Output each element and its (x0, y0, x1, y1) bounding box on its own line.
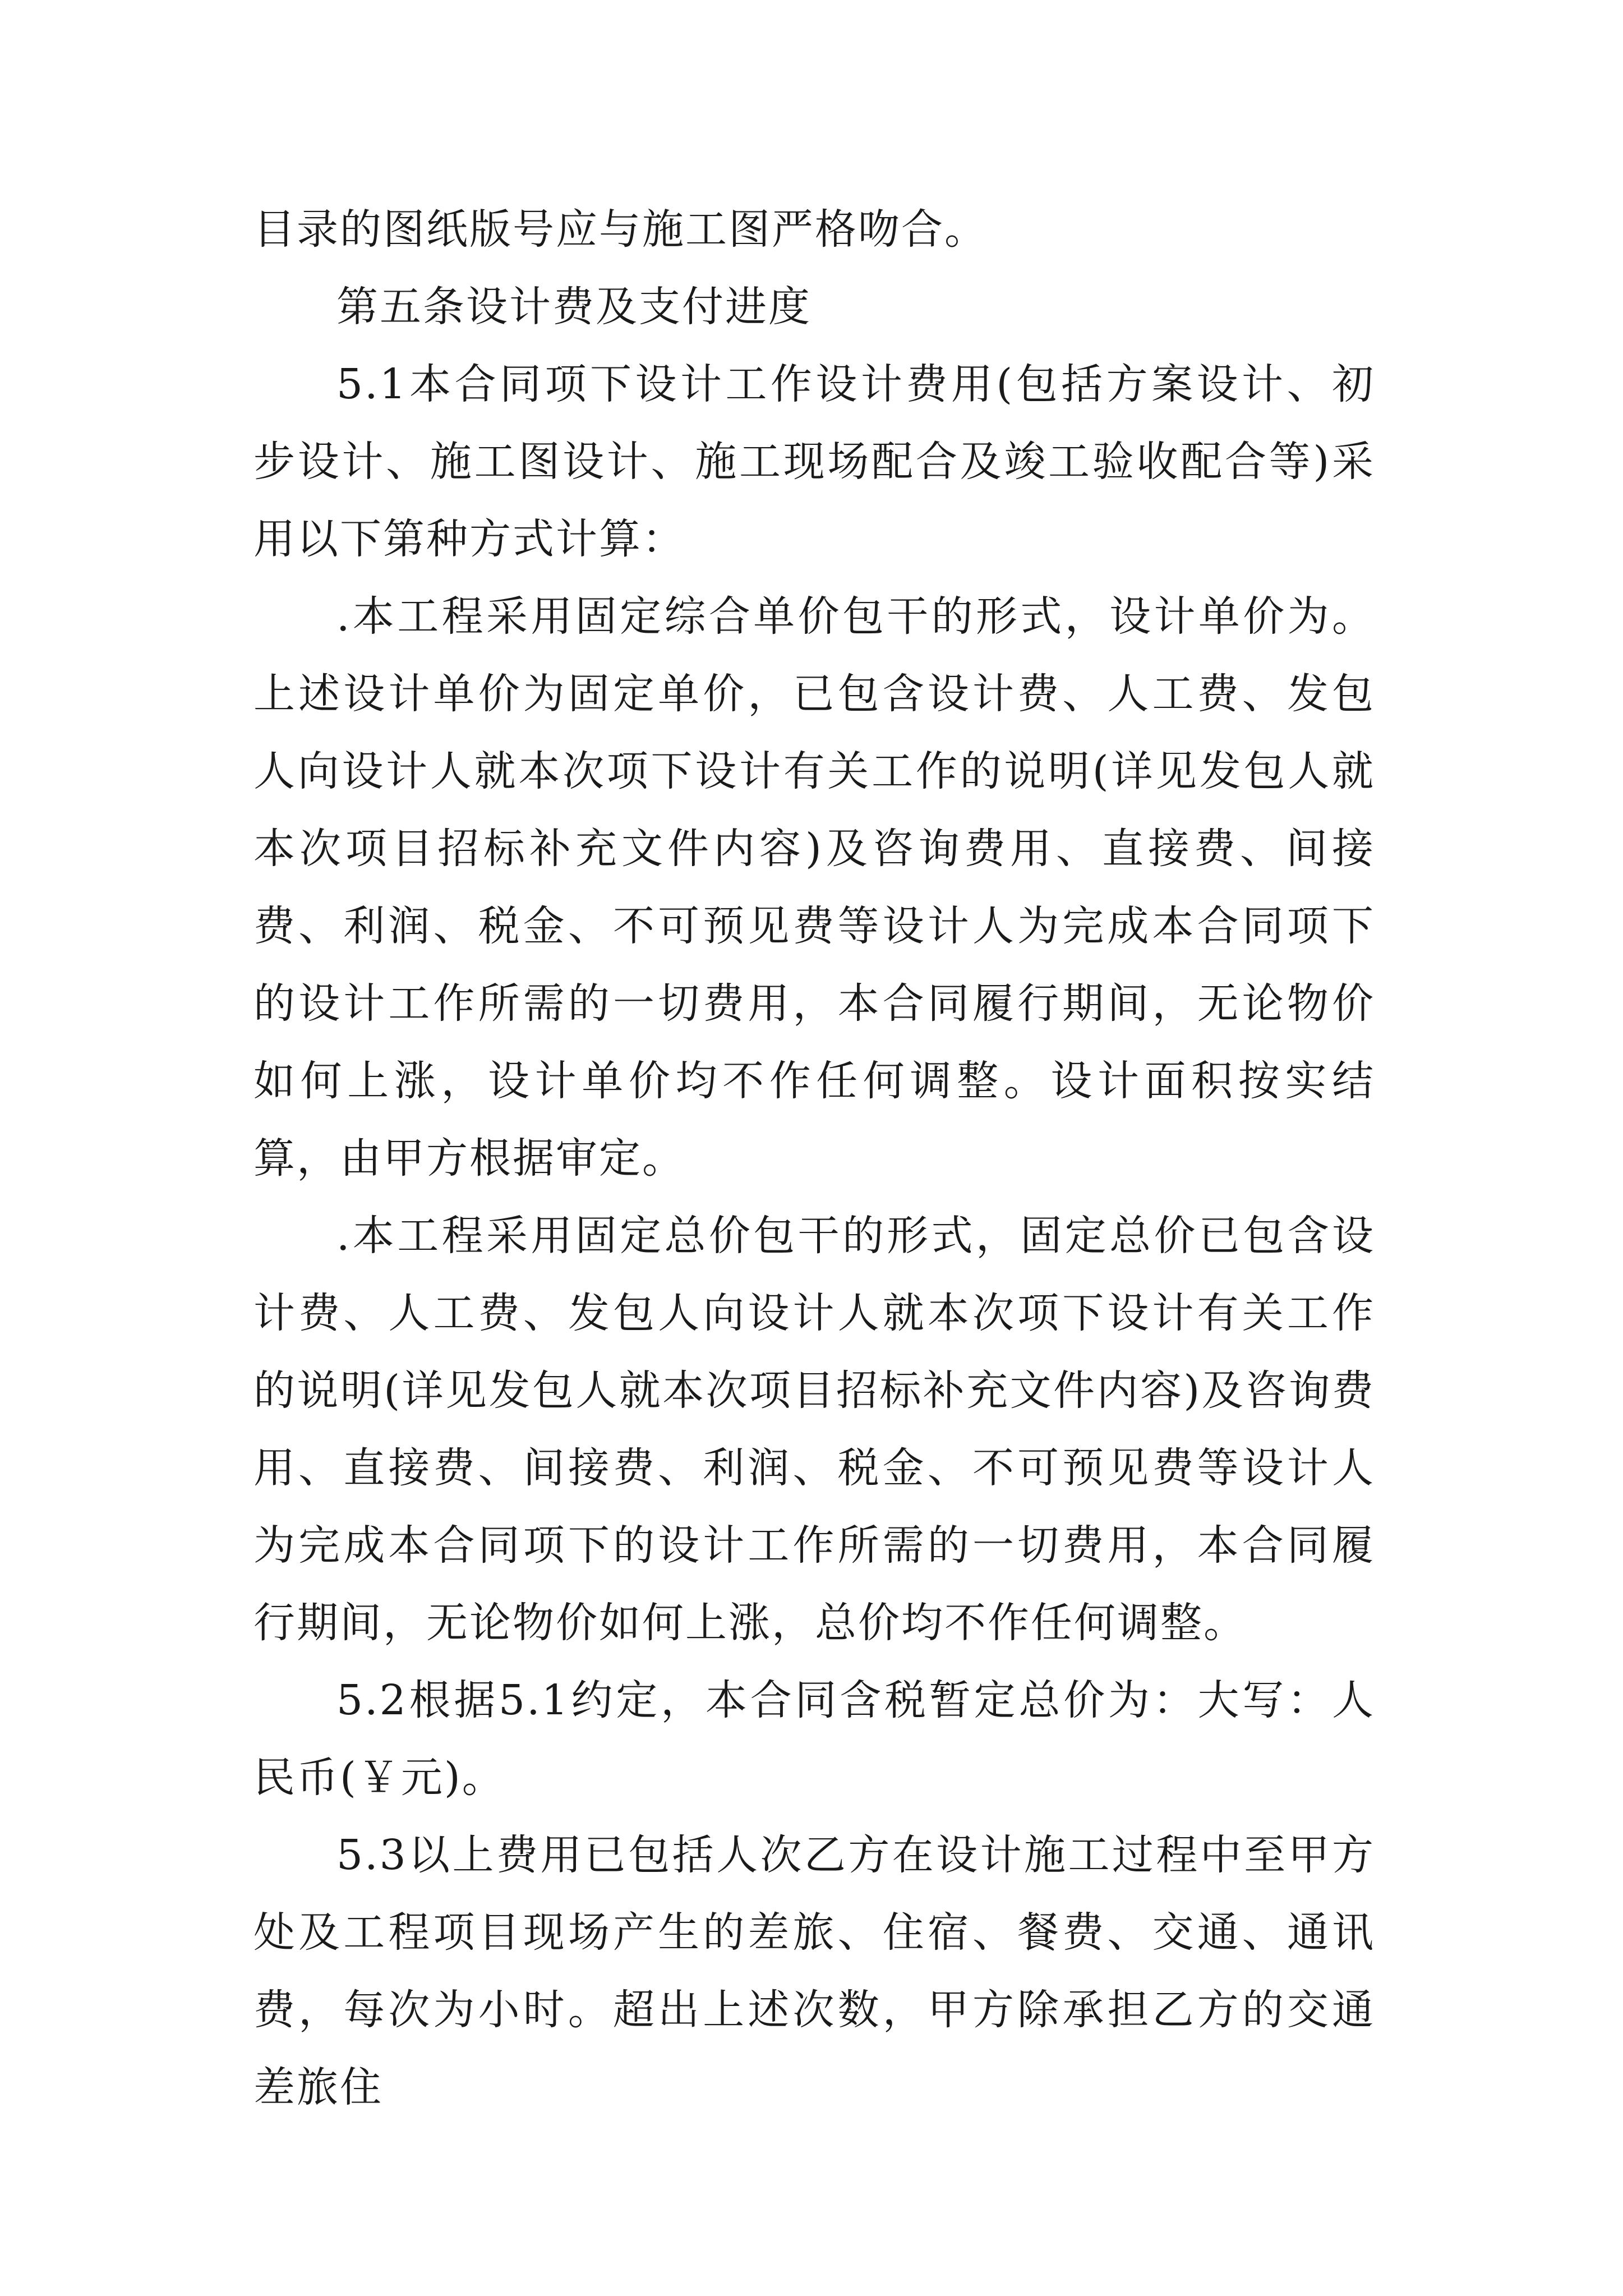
body-text (253, 191, 1375, 2126)
paragraph-continuation: 目录的图纸版号应与施工图严格吻合。 (253, 205, 988, 254)
clause-5-2: 5.2根据5.1约定，本合同含税暂定总价为：大写：人民币(￥元)。 (253, 1676, 1375, 1802)
option-unit-price: .本工程采用固定综合单价包干的形式，设计单价为。上述设计单价为固定单价，已包含设计费、人工费、发包人向设计人就本次项下设计有关工作的说明(详见发包人就本次项目招标补充文件内容)及咨询费用、直接费、间接费、利润、税金、不可预见费等设计人为完成本合同项下的设计工作所需的一切费用，本合同履行期间，无论物价如何上涨，设计单价均不作任何调整。设计面积按实结算，由甲方根据审定。 (253, 592, 1375, 1182)
option-lump-sum: .本工程采用固定总价包干的形式，固定总价已包含设计费、人工费、发包人向设计人就本次项下设计有关工作的说明(详见发包人就本次项目招标补充文件内容)及咨询费用、直接费、间接费、利润、税金、不可预见费等设计人为完成本合同项下的设计工作所需的一切费用，本合同履行期间，无论物价如何上涨，总价均不作任何调整。 (253, 1212, 1375, 1647)
clause-5-1: 5.1本合同项下设计工作设计费用(包括方案设计、初步设计、施工图设计、施工现场配合及竣工验收配合等)采用以下第种方式计算： (253, 360, 1375, 563)
article-heading: 第五条设计费及支付进度 (336, 283, 811, 331)
clause-5-3: 5.3以上费用已包括人次乙方在设计施工过程中至甲方处及工程项目现场产生的差旅、住宿、餐费、交通、通讯费，每次为小时。超出上述次数，甲方除承担乙方的交通差旅住 (253, 1831, 1375, 2111)
